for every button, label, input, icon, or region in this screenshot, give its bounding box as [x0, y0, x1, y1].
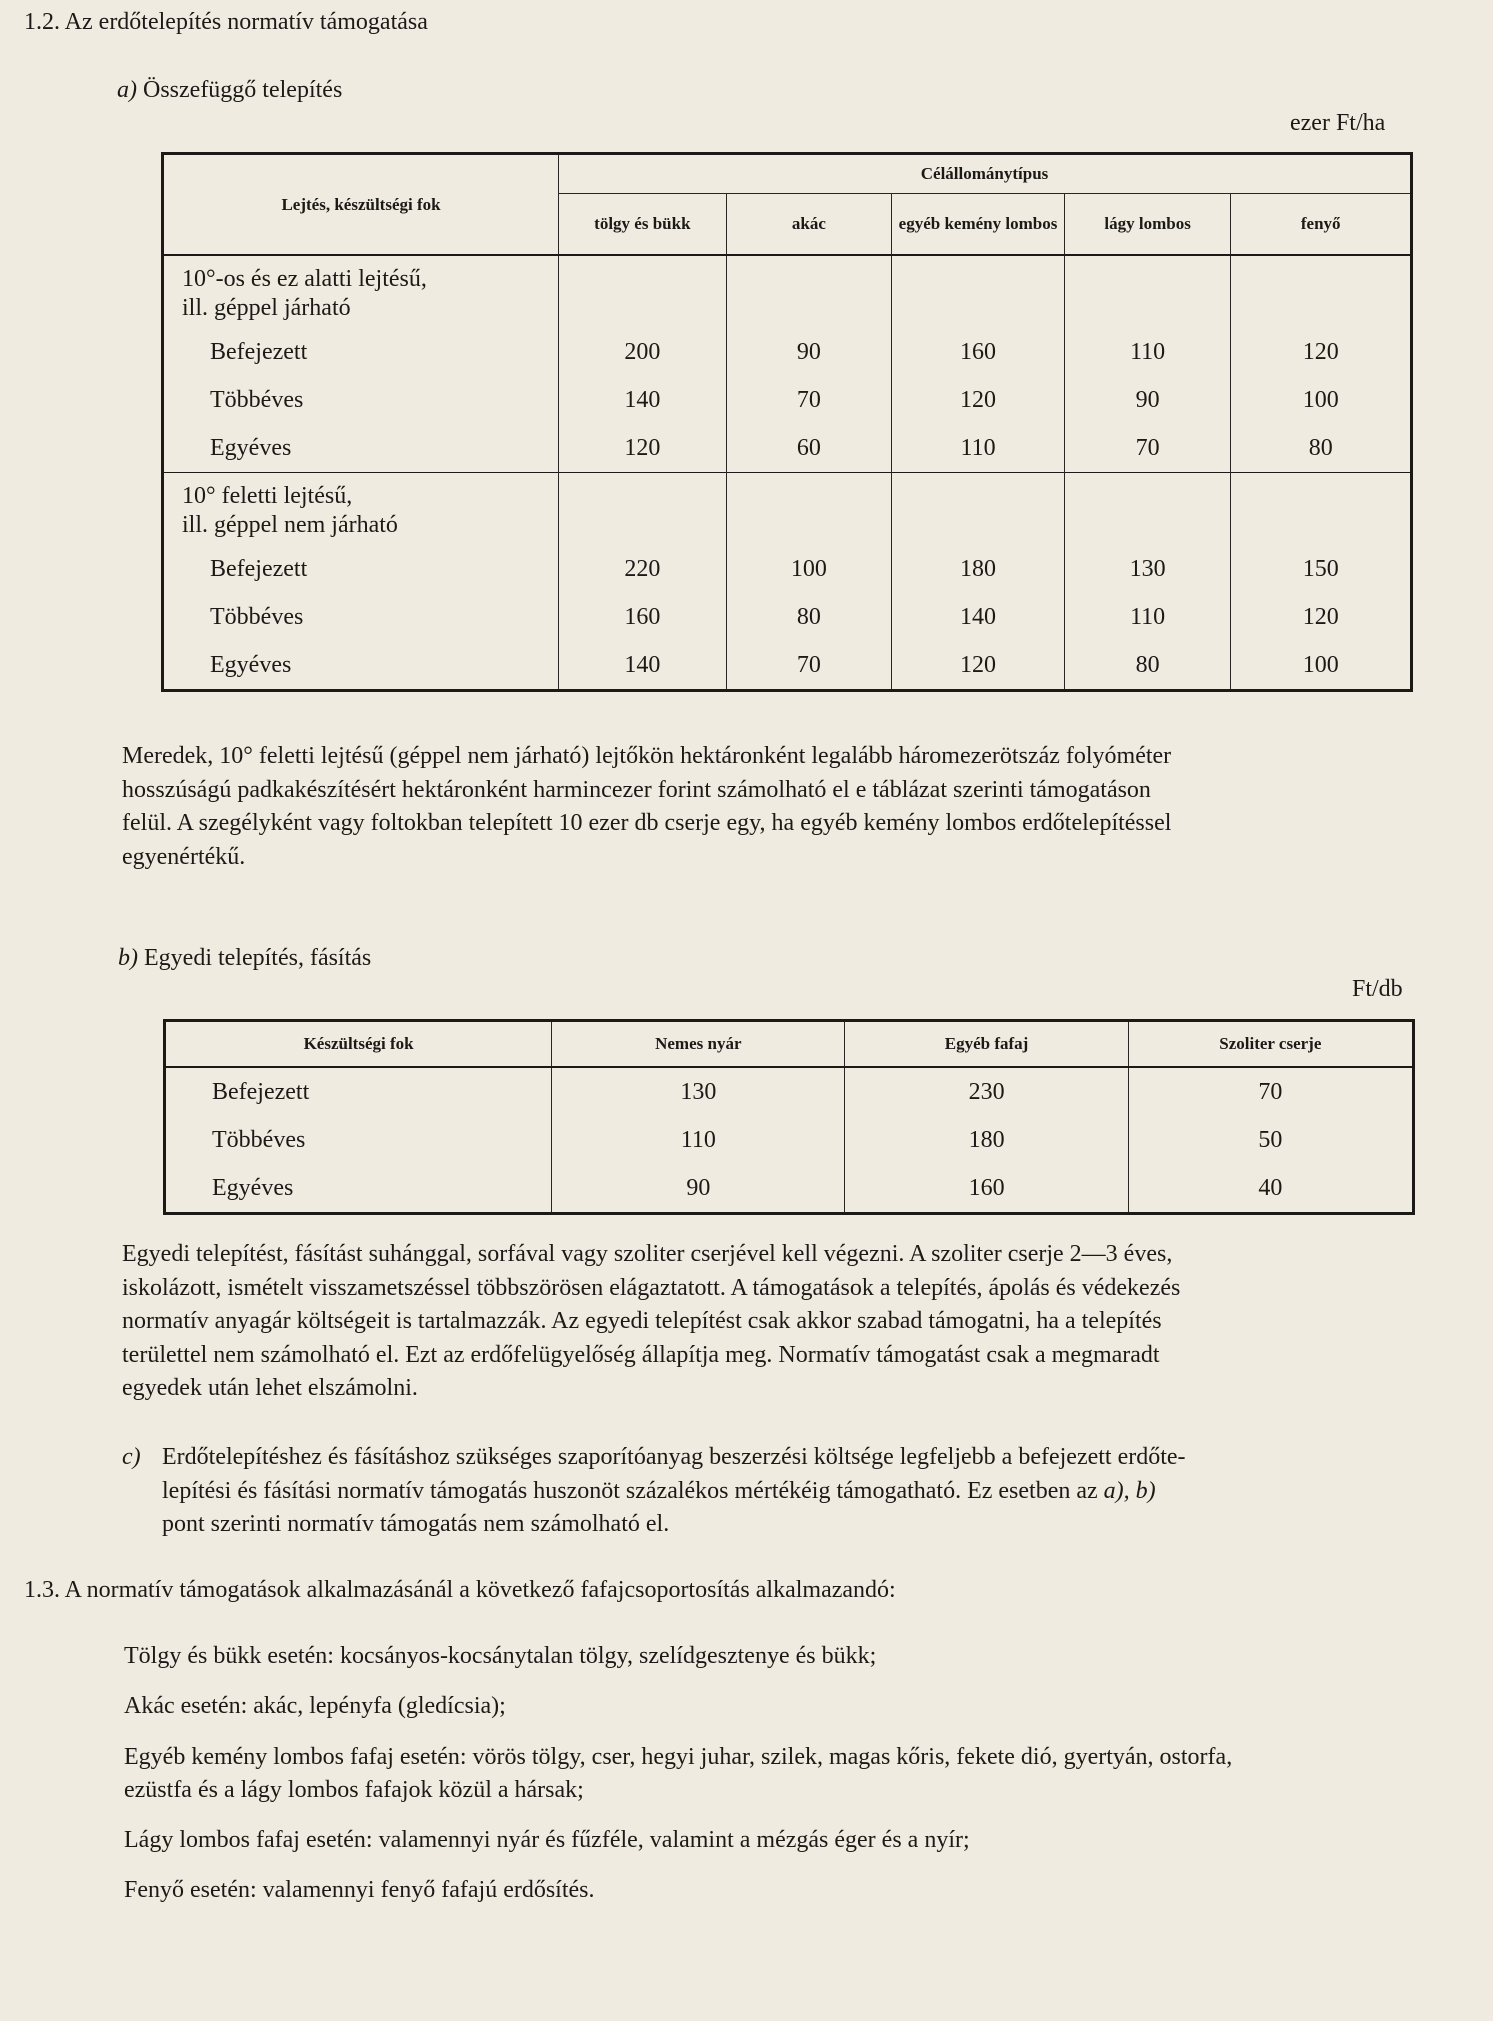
cell-value: 90	[1064, 376, 1231, 424]
part-b-heading	[118, 942, 371, 975]
cell-value: 60	[726, 424, 892, 473]
cell-value: 70	[1128, 1067, 1413, 1116]
col-header-slope: Lejtés, készültségi fok	[163, 154, 559, 256]
cell-value: 230	[845, 1067, 1128, 1116]
table-row	[165, 1116, 1414, 1164]
paragraph-a: Meredek, 10° feletti lejtésű (géppel nem járható) lejtőkön hektáronként legalább háromezerötszáz folyóméter hosszúságú padkakészítésért hektáronként harmincezer forint számolható el e táblázat szerinti támogatáson felül. A szegélyként vagy foltokban telepített 10 ezer db cserje egy, ha egyéb kemény lombos erdőtelepítéssel egyenértékű.	[122, 743, 1172, 870]
row-label: Befejezett	[165, 1067, 552, 1116]
unit-label-b: Ft/db	[1352, 976, 1403, 1002]
cell-value: 130	[1064, 545, 1231, 593]
cell-value: 90	[552, 1164, 845, 1214]
grouping-oak-beech: Tölgy és bükk esetén: kocsányos-kocsánytalan tölgy, szelídgesztenye és bükk;	[124, 1643, 877, 1669]
table-row	[163, 424, 1412, 473]
table-row	[163, 641, 1412, 691]
cell-value: 80	[726, 593, 892, 641]
table-row	[165, 1067, 1414, 1116]
cell-value: 40	[1128, 1164, 1413, 1214]
cell-value: 80	[1231, 424, 1412, 473]
cell-value: 100	[1231, 641, 1412, 691]
cell-value: 70	[726, 641, 892, 691]
cell-value: 120	[1231, 593, 1412, 641]
cell-value: 180	[892, 545, 1065, 593]
col-header-soft-broadleaf: lágy lombos	[1064, 194, 1231, 256]
cell-value: 140	[559, 376, 727, 424]
section-heading-1-3: 1.3. A normatív támogatások alkalmazásánál a következő fafajcsoportosítás alkalmazandó:	[24, 1577, 896, 1603]
group-title-steep-slope: 10° feletti lejtésű, ill. géppel nem járható	[163, 473, 559, 546]
grouping-other-hardwood: Egyéb kemény lombos fafaj esetén: vörös tölgy, cser, hegyi juhar, szilek, magas kőris, fekete dió, gyertyán, ostorfa,	[124, 1744, 1233, 1770]
table-row	[163, 545, 1412, 593]
grouping-other-hardwood-cont: ezüstfa és a lágy lombos fafajok közül a hársak;	[124, 1777, 584, 1803]
part-a-title: Összefüggő telepítés	[143, 77, 343, 103]
col-header-acacia: akác	[726, 194, 892, 256]
cell-value: 120	[1231, 328, 1412, 376]
cell-value: 140	[559, 641, 727, 691]
cell-value: 150	[1231, 545, 1412, 593]
part-a-heading	[117, 74, 342, 107]
cell-value: 220	[559, 545, 727, 593]
row-label: Többéves	[163, 593, 559, 641]
cell-value: 80	[1064, 641, 1231, 691]
cell-value: 100	[726, 545, 892, 593]
col-header-hybrid-poplar: Nemes nyár	[552, 1021, 845, 1068]
row-label: Egyéves	[163, 641, 559, 691]
col-header-other-hardwood: egyéb kemény lombos	[892, 194, 1065, 256]
row-label: Többéves	[165, 1116, 552, 1164]
table-row	[163, 328, 1412, 376]
cell-value: 110	[552, 1116, 845, 1164]
col-header-conifer: fenyő	[1231, 194, 1412, 256]
row-label: Egyéves	[165, 1164, 552, 1214]
col-header-solitary-shrub: Szoliter cserje	[1128, 1021, 1413, 1068]
cell-value: 120	[892, 376, 1065, 424]
col-header-other-species: Egyéb fafaj	[845, 1021, 1128, 1068]
support-table-individual	[163, 1019, 1415, 1215]
cell-value: 160	[892, 328, 1065, 376]
table-row	[163, 376, 1412, 424]
table-row	[165, 1164, 1414, 1214]
table-row	[163, 593, 1412, 641]
row-label: Befejezett	[163, 328, 559, 376]
grouping-acacia: Akác esetén: akác, lepényfa (gledícsia);	[124, 1693, 506, 1719]
cell-value: 130	[552, 1067, 845, 1116]
paragraph-b: Egyedi telepítést, fásítást suhánggal, sorfával vagy szoliter cserjével kell végezni. A szoliter cserje 2—3 éves, iskolázott, ismételt visszametszéssel többszörösen elágaztatott. A támogatások a telepítés, ápolás és védekezés normatív anyagár költségeit is tartalmazzák. Az egyedi telepítést csak akkor szabad támogatni, ha a telepítés területtel nem számolható el. Ezt az erdőfelügyelőség állapítja meg. Normatív támogatást csak a megmaradt egyedek után lehet elszámolni.	[122, 1241, 1181, 1401]
cell-value: 70	[1064, 424, 1231, 473]
group-header-target-type: Célállománytípus	[559, 154, 1412, 194]
part-a-letter: a)	[117, 77, 137, 103]
col-header-oak-beech: tölgy és bükk	[559, 194, 727, 256]
row-label: Egyéves	[163, 424, 559, 473]
cell-value: 180	[845, 1116, 1128, 1164]
cell-value: 70	[726, 376, 892, 424]
cell-value: 120	[892, 641, 1065, 691]
row-label: Befejezett	[163, 545, 559, 593]
support-table-contiguous	[161, 152, 1413, 692]
paragraph-c: Erdőtelepítéshez és fásításhoz szükséges szaporítóanyag beszerzési költsége legfeljebb a befejezett erdőte- lepítési és fásítási normatív támogatás huszonöt százalékos mértékéig támogatható. Ez esetben az a), b) pont szerinti normatív támogatás nem számolható el.	[162, 1444, 1186, 1537]
cell-value: 50	[1128, 1116, 1413, 1164]
part-b-title: Egyedi telepítés, fásítás	[144, 945, 372, 971]
section-heading-1-2: 1.2. Az erdőtelepítés normatív támogatása	[24, 9, 428, 35]
cell-value: 120	[559, 424, 727, 473]
part-c-letter: c)	[122, 1444, 141, 1470]
col-header-stage: Készültségi fok	[165, 1021, 552, 1068]
cell-value: 90	[726, 328, 892, 376]
cell-value: 110	[892, 424, 1065, 473]
unit-label-a: ezer Ft/ha	[1290, 110, 1386, 136]
cell-value: 160	[845, 1164, 1128, 1214]
cell-value: 200	[559, 328, 727, 376]
cell-value: 110	[1064, 328, 1231, 376]
cell-value: 160	[559, 593, 727, 641]
grouping-conifer: Fenyő esetén: valamennyi fenyő fafajú erdősítés.	[124, 1877, 595, 1903]
part-b-letter: b)	[118, 945, 138, 971]
cell-value: 140	[892, 593, 1065, 641]
cell-value: 110	[1064, 593, 1231, 641]
row-label: Többéves	[163, 376, 559, 424]
cell-value: 100	[1231, 376, 1412, 424]
grouping-soft-broadleaf: Lágy lombos fafaj esetén: valamennyi nyár és fűzféle, valamint a mézgás éger és a nyír;	[124, 1827, 970, 1853]
group-title-low-slope: 10°-os és ez alatti lejtésű, ill. géppel járható	[163, 255, 559, 328]
